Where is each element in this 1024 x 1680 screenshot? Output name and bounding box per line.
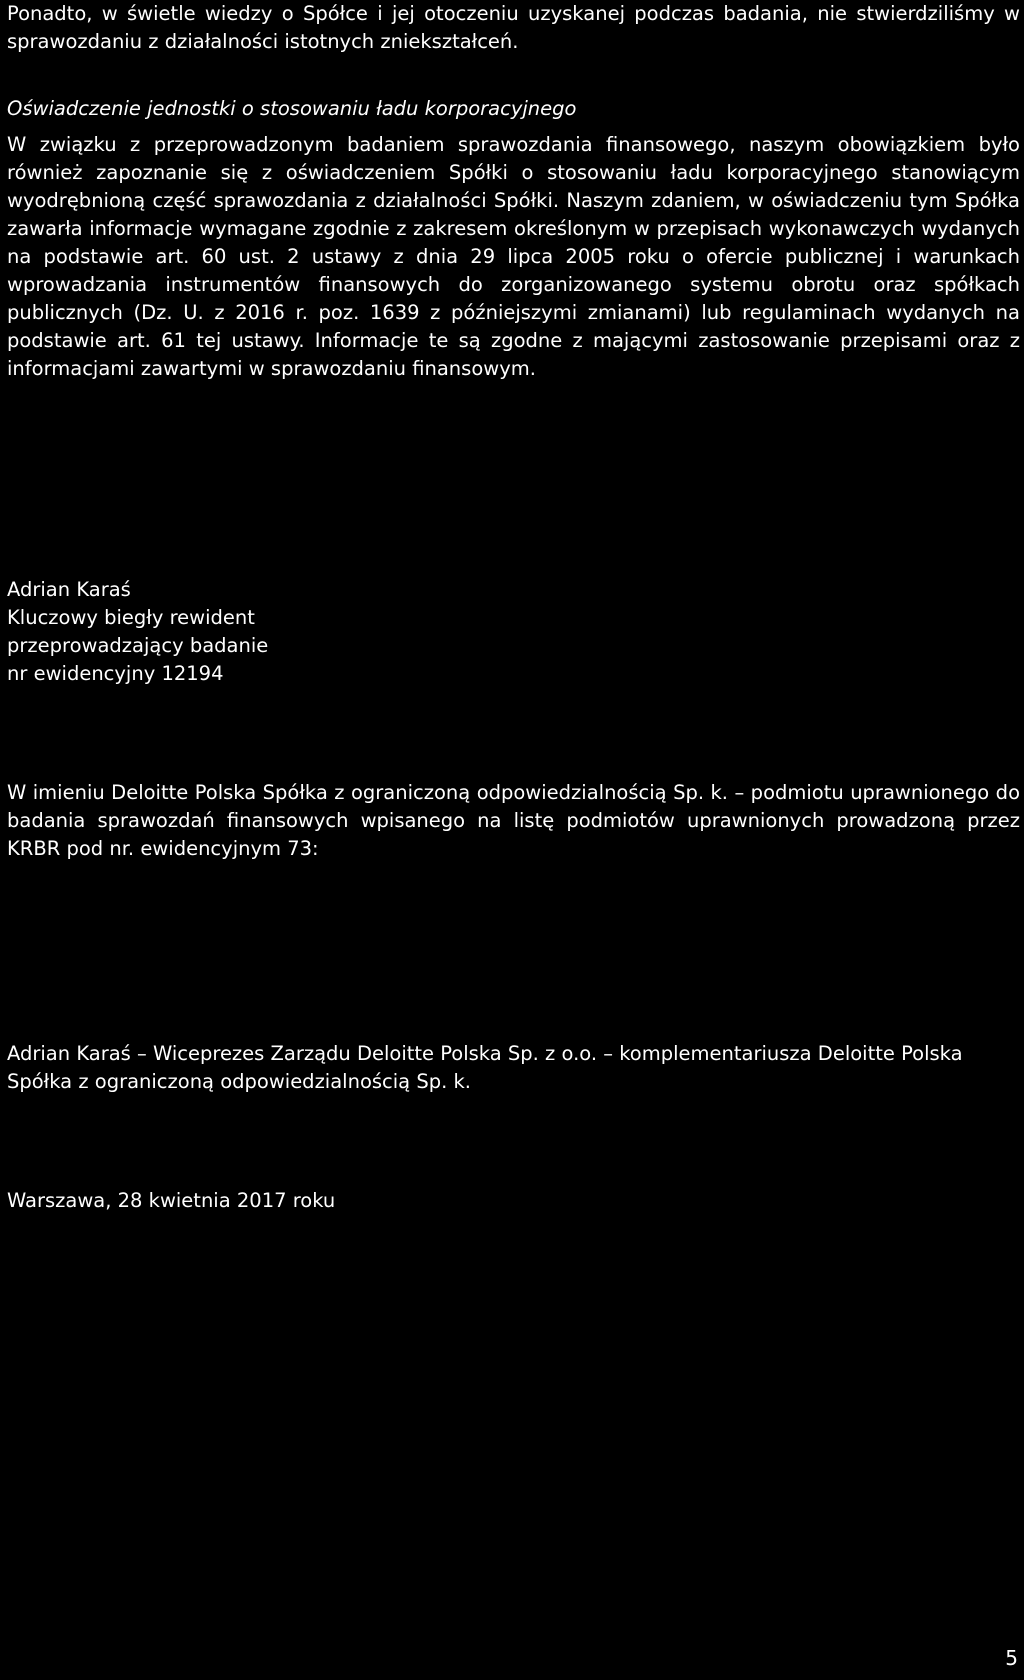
section-heading: Oświadczenie jednostki o stosowaniu ładu korporacyjnego bbox=[7, 97, 577, 120]
place-date: Warszawa, 28 kwietnia 2017 roku bbox=[7, 1189, 336, 1212]
signatory-paragraph: Adrian Karaś – Wiceprezes Zarządu Deloitte Polska Sp. z o.o. – komplementariusza Deloitte Polska Spółka z ograniczoną odpowiedzialnością Sp. k. bbox=[7, 1042, 963, 1093]
auditor-signature-block bbox=[7, 576, 1020, 688]
statement-paragraph: W związku z przeprowadzonym badaniem sprawozdania finansowego, naszym obowiązkiem było również zapoznanie się z oświadczeniem Spółki o stosowaniu ładu korporacyjnego stanowiącym wyodrębnioną część sprawozdania z działalności Spółki. Naszym zdaniem, w oświadczeniu tym Spółka zawarła informacje wymagane zgodnie z zakresem określonym w przepisach wykonawczych wydanych na podstawie art. 60 ust. 2 ustawy z dnia 29 lipca 2005 roku o ofercie publicznej i warunkach wprowadzania instrumentów finansowych do zorganizowanego systemu obrotu oraz spółkach publicznych (Dz. U. z 2016 r. poz. 1639 z późniejszymi zmianami) lub regulaminach wydanych na podstawie art. 61 tej ustawy. Informacje te są zgodne z mającymi zastosowanie przepisami oraz z informacjami zawartymi w sprawozdaniu finansowym. bbox=[7, 133, 1020, 380]
auditor-role-detail: przeprowadzający badanie bbox=[7, 634, 269, 657]
auditor-name: Adrian Karaś bbox=[7, 578, 131, 601]
auditor-role: Kluczowy biegły rewident bbox=[7, 606, 255, 629]
auditor-registration: nr ewidencyjny 12194 bbox=[7, 662, 224, 685]
intro-paragraph: Ponadto, w świetle wiedzy o Spółce i jej otoczeniu uzyskanej podczas badania, nie stwierdziliśmy w sprawozdaniu z działalności istotnych zniekształceń. bbox=[7, 2, 1020, 53]
page-number: 5 bbox=[1005, 1646, 1018, 1670]
firm-paragraph: W imieniu Deloitte Polska Spółka z ograniczoną odpowiedzialnością Sp. k. – podmiotu uprawnionego do badania sprawozdań finansowych wpisanego na listę podmiotów uprawnionych prowadzoną przez KRBR pod nr. ewidencyjnym 73: bbox=[7, 781, 1020, 860]
